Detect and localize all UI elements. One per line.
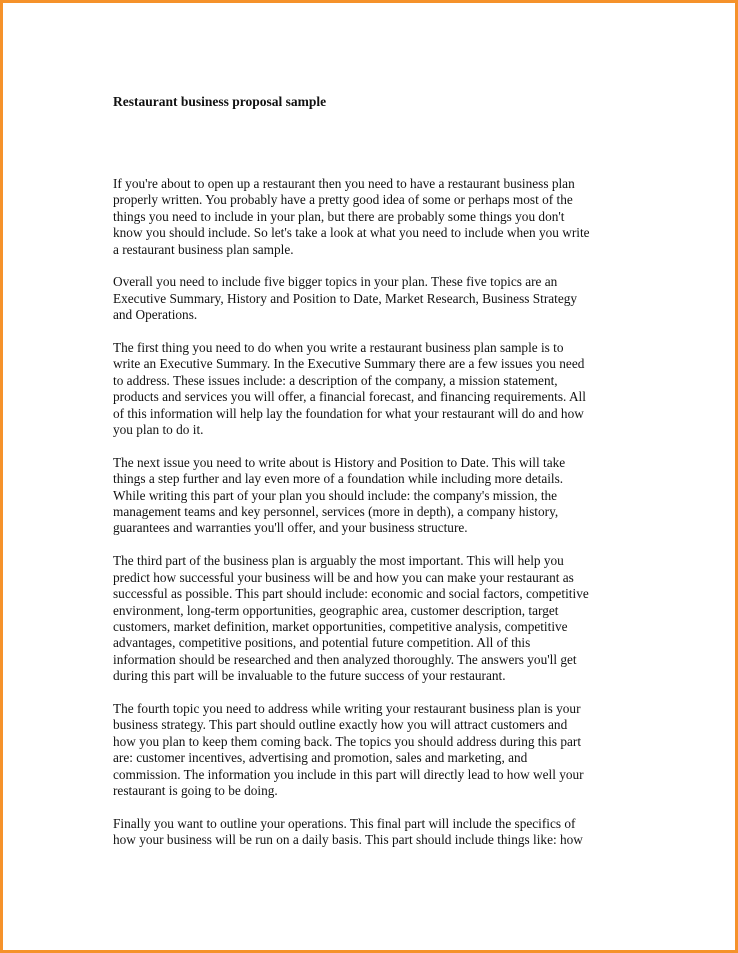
paragraph-3 xyxy=(113,340,633,438)
text-line: Executive Summary, History and Position to Date, Market Research, Business Strategy xyxy=(113,290,578,306)
text-line: how your business will be run on a daily basis. This part should include things like: how xyxy=(113,832,583,848)
text-line: information should be researched and then analyzed thoroughly. The answers you'll get xyxy=(113,651,577,667)
text-line: properly written. You probably have a pretty good idea of some or perhaps most of the xyxy=(113,192,573,208)
text-line: and Operations. xyxy=(113,307,198,323)
text-line: successful as possible. This part should include: economic and social factors, competitive xyxy=(113,586,589,602)
text-line: products and services you will offer, a financial forecast, and financing requirements. All xyxy=(113,389,586,405)
text-line: management teams and key personnel, services (more in depth), a company history, xyxy=(113,504,559,520)
text-line: guarantees and warranties you'll offer, and your business structure. xyxy=(113,520,468,536)
text-line: customers, market definition, market opportunities, competitive analysis, competitive xyxy=(113,618,568,634)
text-line: The fourth topic you need to address while writing your restaurant business plan is your xyxy=(113,700,581,716)
text-line: The first thing you need to do when you write a restaurant business plan sample is to xyxy=(113,340,564,356)
text-line: during this part will be invaluable to the future success of your restaurant. xyxy=(113,668,506,684)
paragraph-7 xyxy=(113,816,633,849)
text-line: things you need to include in your plan, but there are probably some things you don't xyxy=(113,208,565,224)
text-line: commission. The information you include in this part will directly lead to how well your xyxy=(113,766,584,782)
text-line: a restaurant business plan sample. xyxy=(113,241,294,257)
text-line: are: customer incentives, advertising and promotion, sales and marketing, and xyxy=(113,750,528,766)
text-line: predict how successful your business will be and how you can make your restaurant as xyxy=(113,569,574,585)
text-line: know you should include. So let's take a look at what you need to include when you write xyxy=(113,225,590,241)
text-line: The next issue you need to write about is History and Position to Date. This will take xyxy=(113,454,566,470)
paragraph-5 xyxy=(113,553,633,684)
text-line: restaurant is going to be doing. xyxy=(113,782,278,798)
text-line: things a step further and lay even more of a foundation while including more details. xyxy=(113,471,564,487)
paragraph-1 xyxy=(113,176,633,258)
text-line: environment, long-term opportunities, geographic area, customer description, target xyxy=(113,602,559,618)
text-line: write an Executive Summary. In the Executive Summary there are a few issues you need xyxy=(113,356,585,372)
paragraph-6 xyxy=(113,701,633,799)
document-body xyxy=(113,176,633,865)
text-line: The third part of the business plan is arguably the most important. This will help you xyxy=(113,553,564,569)
paragraph-2 xyxy=(113,274,633,323)
text-line: how you plan to keep them coming back. The topics you should address during this part xyxy=(113,733,582,749)
text-line: Finally you want to outline your operations. This final part will include the specifics of xyxy=(113,815,576,831)
text-line: you plan to do it. xyxy=(113,422,204,438)
text-line: of this information will help lay the foundation for what your restaurant will do and how xyxy=(113,405,584,421)
text-line: While writing this part of your plan you should include: the company's mission, the xyxy=(113,487,558,503)
text-line: business strategy. This part should outline exactly how you will attract customers and xyxy=(113,717,568,733)
document-title: Restaurant business proposal sample xyxy=(113,94,327,109)
paragraph-4 xyxy=(113,455,633,537)
text-line: advantages, competitive positions, and potential future competition. All of this xyxy=(113,635,531,651)
text-line: to address. These issues include: a description of the company, a mission statement, xyxy=(113,372,558,388)
text-line: If you're about to open up a restaurant then you need to have a restaurant business plan xyxy=(113,176,575,191)
text-line: Overall you need to include five bigger topics in your plan. These five topics are an xyxy=(113,274,558,290)
